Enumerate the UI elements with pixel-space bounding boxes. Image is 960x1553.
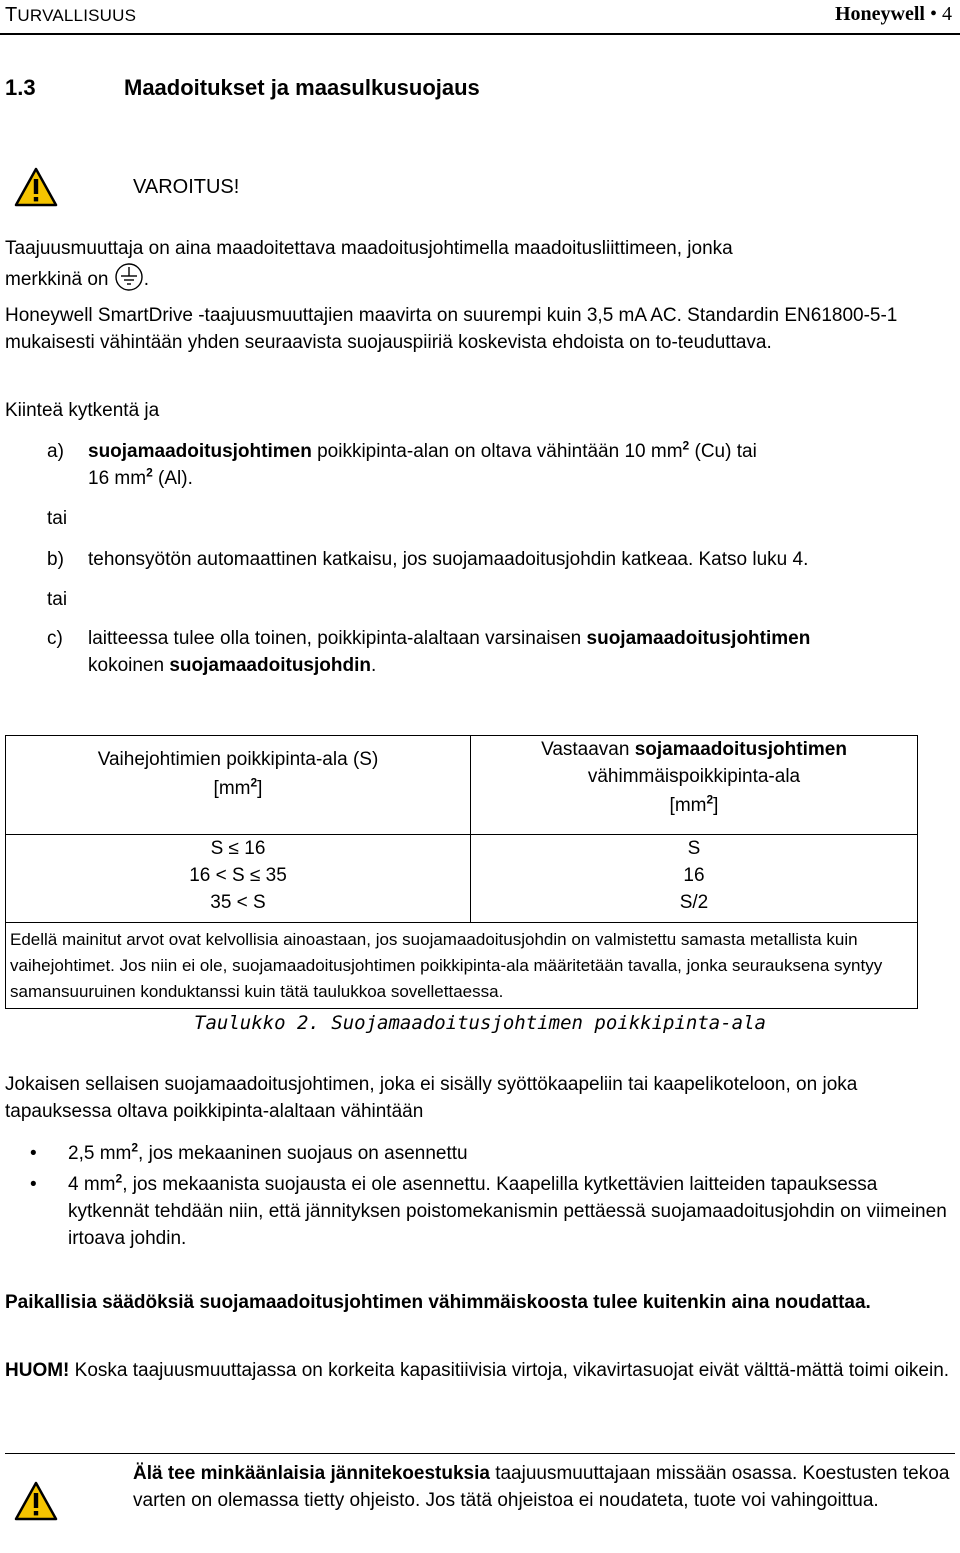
paragraph-local-regulations: Paikallisia säädöksiä suojamaadoitusjohtimen vähimmäiskoosta tulee kuitenkin aina noudattaa.	[5, 1292, 871, 1313]
divider	[5, 1453, 955, 1454]
warning-triangle-icon	[14, 1481, 58, 1529]
brand-name: Honeywell	[834, 3, 925, 25]
list-item: 2,5 $mm^2$, jos mekaaninen suojaus on asennettu	[68, 1140, 468, 1164]
table-header-protective: Vastaavan sojamaadoitusjohtimen vähimmäispoikkipinta-ala $[mm^2]$	[471, 736, 918, 835]
warning-triangle-icon	[14, 167, 58, 215]
section-header: TURVALLISUUS	[5, 4, 137, 26]
table-caption: Taulukko 2. Suojamaadoitusjohtimen poikkipinta-ala	[194, 1012, 766, 1034]
header-divider	[0, 33, 960, 35]
ground-symbol-icon	[114, 262, 144, 300]
conductor-size-table	[5, 735, 918, 1009]
condition-c: laitteessa tulee olla toinen, poikkipinta-alaltaan varsinaisen suojamaadoitusjohtimen kokoinen suojamaadoitusjohdin.	[88, 628, 811, 676]
list-label-a: a)	[47, 441, 64, 462]
table-header-phase: Vaihejohtimien poikkipinta-ala (S) $[mm^2]$	[6, 736, 471, 835]
paragraph-leakage-current: Honeywell SmartDrive -taajuusmuuttajien maavirta on suurempi kuin 3,5 mA AC. Standardin EN61800-5-1 mukaisesti vähintään yhden seuraavista suojauspiiriä koskevista ehdoista on to-teuduttava.	[5, 305, 898, 353]
paragraph-min-size: Jokaisen sellaisen suojamaadoitusjohtimen, joka ei sisälly syöttökaapeliin tai kaapelikoteloon, on joka tapauksessa oltava poikkipinta-alaltaan vähintään	[5, 1074, 858, 1122]
connector-or: tai	[47, 508, 68, 529]
paragraph-note: HUOM! Koska taajuusmuuttajassa on korkeita kapasitiivisia virtoja, vikavirtasuojat eivät välttä-mättä toimi oikein.	[5, 1360, 950, 1381]
table-note-row	[6, 923, 918, 1009]
bullet-icon: •	[30, 1143, 37, 1164]
warning-title: VAROITUS!	[133, 176, 240, 198]
section-title: Maadoitukset ja maasulkusuojaus	[124, 75, 480, 100]
warning-voltage-test: Älä tee minkäänlaisia jännitekoestuksia taajuusmuuttajaan missään osassa. Koestusten tekoa varten on olemassa tietty ohjeisto. Jos tätä ohjeistoa ei noudateta, tuote voi vahingoittua.	[133, 1463, 950, 1511]
bullet-icon: •	[30, 1174, 37, 1195]
connector-or: tai	[47, 589, 68, 610]
paragraph-grounding: Taajuusmuuttaja on aina maadoitettava maadoitusjohtimella maadoitusliittimeen, jonka merkkinä on .	[5, 235, 955, 300]
page-number: 4	[942, 3, 952, 25]
condition-b: tehonsyötön automaattinen katkaisu, jos suojamaadoitusjohdin katkeaa. Katso luku 4.	[88, 549, 809, 570]
list-item: 4 $mm^2$, jos mekaanista suojausta ei ole asennettu. Kaapelilla kytkettävien laitteiden tapauksessa kytkennät tehdään niin, että jännityksen poistomekanismin pettäessä suojamaadoitusjohdin on viimeinen irtoava johdin.	[68, 1171, 947, 1249]
paragraph-fixed-connection: Kiinteä kytkentä ja	[5, 400, 160, 421]
condition-a: suojamaadoitusjohtimen poikkipinta-alan on oltava vähintään 10 $mm^2$ (Cu) tai 16 $mm^2$ (Al).	[88, 438, 757, 489]
list-label-c: c)	[47, 628, 63, 649]
list-label-b: b)	[47, 549, 64, 570]
table-row	[6, 835, 918, 923]
table-note: Edellä mainitut arvot ovat kelvollisia ainoastaan, jos suojamaadoitusjohdin on valmistettu samasta metallista kuin vaihejohtimet. Jos niin ei ole, suojamaadoitusjohtimen poikkipinta-ala määritetään tavalla, jonka seurauksena syntyy samansuuruinen konduktanssi kuin tätä taulukkoa sovellettaessa.	[6, 923, 918, 1009]
table-cell-phase: S ≤ 16 16 < S ≤ 35 35 < S	[6, 835, 471, 923]
section-number: 1.3	[5, 75, 36, 100]
table-cell-protective: S 16 S/2	[471, 835, 918, 923]
table-header-row	[6, 736, 918, 835]
brand-page-number: Honeywell • 4	[834, 3, 952, 25]
